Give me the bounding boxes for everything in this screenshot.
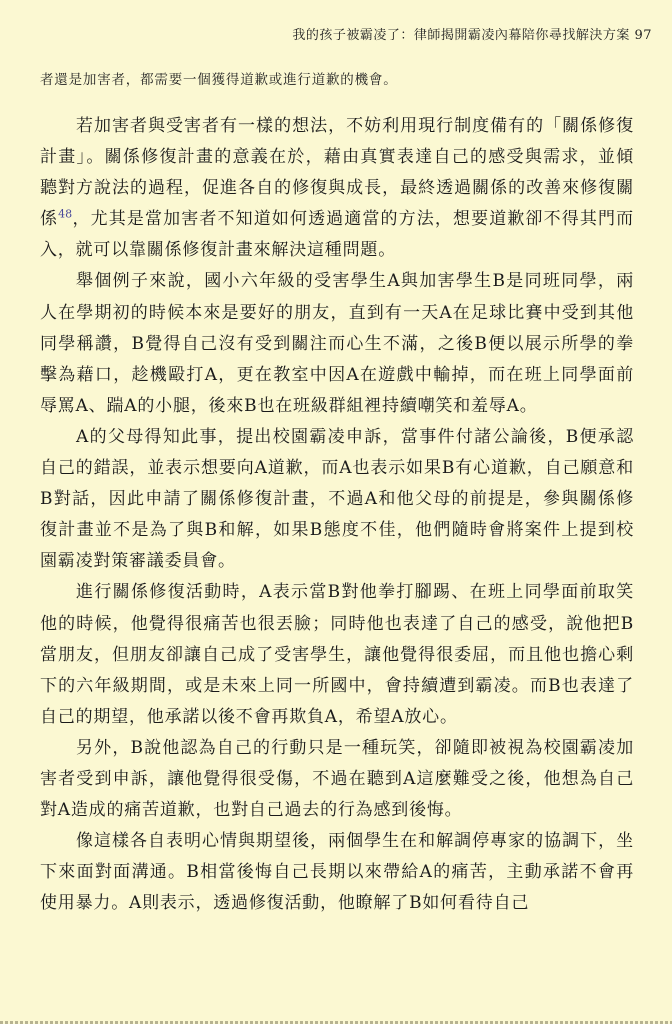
paragraph-relationship-repair-plan xyxy=(40,111,634,266)
paragraph-repair-activity: 進行關係修復活動時，A表示當B對他拳打腳踢、在班上同學面前取笑他的時候，他覺得很痛苦也很丟臉；同時他也表達了自己的感受，說他把B當朋友，但朋友卻讓自己成了受害學生，讓他覺得很委屈，而且他也擔心剩下的六年級期間，或是未來上同一所國中，會持續遭到霸凌。而B也表達了自己的期望，他承諾以後不會再欺負A，希望A放心。 xyxy=(40,582,634,727)
paragraph-text-before-footnote: 若加害者與受害者有一樣的想法，不妨利用現行制度備有的「關係修復計畫」。關係修復計畫的意義在於，藉由真實表達自己的感受與需求，並傾聽對方說法的過程，促進各自的修復與成長，最終透過關係的改善來修復關係 xyxy=(40,116,634,230)
paragraph-mediation: 像這樣各自表明心情與期望後，兩個學生在和解調停專家的協調下，坐下來面對面溝通。B相當後悔自己長期以來帶給A的痛苦，主動承諾不會再使用暴力。A則表示，透過修復活動，他瞭解了B如何看待自己 xyxy=(40,831,634,914)
paragraph-b-feelings: 另外，B說他認為自己的行動只是一種玩笑，卻隨即被視為校園霸凌加害者受到申訴，讓他覺得很受傷，不過在聽到A這麼難受之後，他想為自己對A造成的痛苦道歉，也對自己過去的行為感到後悔。 xyxy=(40,737,634,821)
running-header: 我的孩子被霸凌了：律師揭開霸凌內幕陪你尋找解決方案 97 xyxy=(292,28,652,43)
body-text xyxy=(40,111,634,919)
footnote-reference[interactable]: 48 xyxy=(58,207,73,221)
paragraph-text-after-footnote: ，尤其是當加害者不知道如何透過適當的方法，想要道歉卻不得其門而入，就可以靠關係修復計畫來解決這種問題。 xyxy=(40,209,634,261)
paragraph-parents-complaint: A的父母得知此事，提出校園霸凌申訴，當事件付諸公論後，B便承認自己的錯誤，並表示想要向A道歉，而A也表示如果B有心道歉，自己願意和B對話，因此申請了關係修復計畫，不過A和他父母的前提是，參與關係修復計畫並不是為了與B和解，如果B態度不佳，他們隨時會將案件上提到校園霸凌對策審議委員會。 xyxy=(40,426,634,572)
carry-over-line: 者還是加害者，都需要一個獲得道歉或進行道歉的機會。 xyxy=(40,72,398,88)
paragraph-example: 舉個例子來說，國小六年級的受害學生A與加害學生B是同班同學，兩人在學期初的時候本來是要好的朋友，直到有一天A在足球比賽中受到其他同學稱讚，B覺得自己沒有受到關注而心生不滿，之後B便以展示所學的拳擊為藉口，趁機毆打A，更在教室中因A在遊戲中輸掉，而在班上同學面前辱罵A、踹A的小腿，後來B也在班級群組裡持續嘲笑和羞辱A。 xyxy=(40,271,634,416)
